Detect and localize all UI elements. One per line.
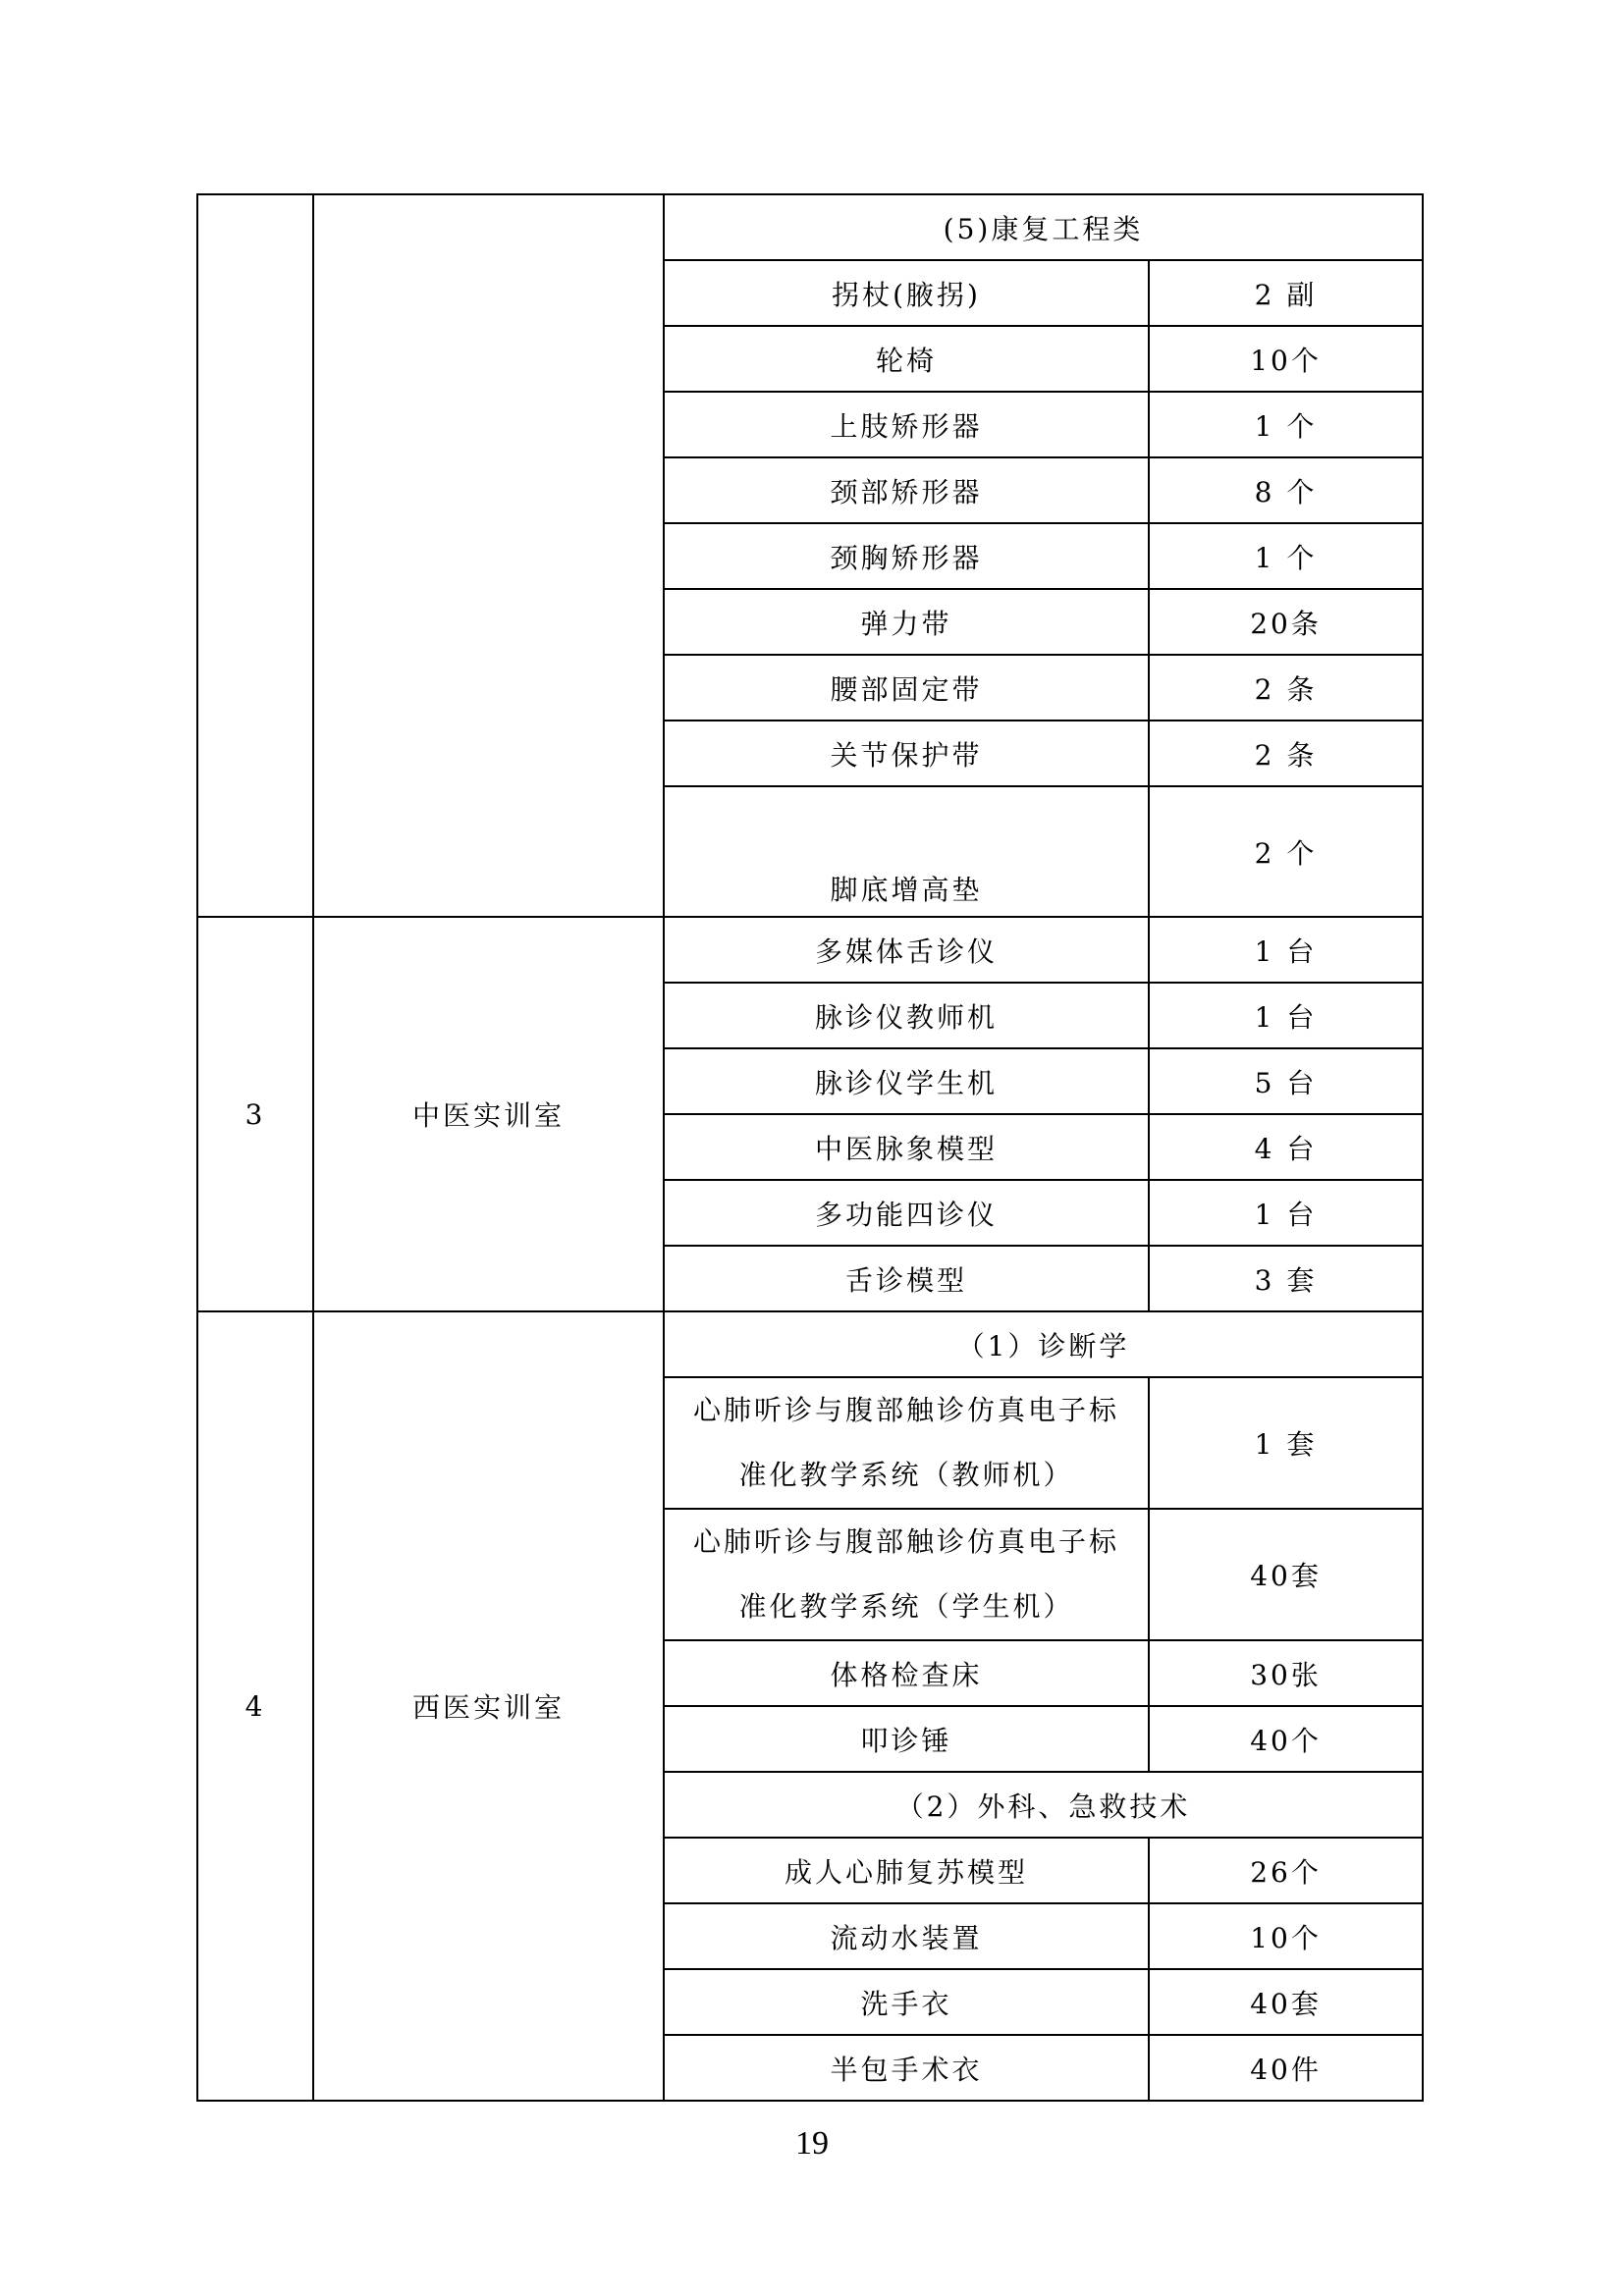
item-name: 中医脉象模型 bbox=[664, 1114, 1149, 1180]
item-name: 半包手术衣 bbox=[664, 2035, 1149, 2101]
item-qty: 10个 bbox=[1149, 1903, 1423, 1969]
room-no-cell: 4 bbox=[197, 1311, 313, 2101]
item-name: 洗手衣 bbox=[664, 1969, 1149, 2035]
item-name-line: 准化教学系统（学生机） bbox=[738, 1590, 1074, 1623]
item-qty: 2 个 bbox=[1149, 786, 1423, 917]
item-name-line: 心肺听诊与腹部触诊仿真电子标 bbox=[692, 1394, 1119, 1426]
item-qty: 8 个 bbox=[1149, 457, 1423, 523]
table-row bbox=[197, 1311, 1423, 1377]
item-name: 脉诊仪教师机 bbox=[664, 983, 1149, 1048]
category-header: （1）诊断学 bbox=[664, 1311, 1423, 1377]
item-name: 颈胸矫形器 bbox=[664, 523, 1149, 589]
table-row bbox=[197, 194, 1423, 260]
item-name: 关节保护带 bbox=[664, 721, 1149, 786]
category-header: （2）外科、急救技术 bbox=[664, 1772, 1423, 1838]
item-name: 舌诊模型 bbox=[664, 1246, 1149, 1311]
item-name: 叩诊锤 bbox=[664, 1706, 1149, 1772]
item-qty: 1 台 bbox=[1149, 983, 1423, 1048]
item-name: 多功能四诊仪 bbox=[664, 1180, 1149, 1246]
item-qty: 2 副 bbox=[1149, 260, 1423, 326]
item-qty: 3 套 bbox=[1149, 1246, 1423, 1311]
item-qty: 30张 bbox=[1149, 1640, 1423, 1706]
item-name: 脉诊仪学生机 bbox=[664, 1048, 1149, 1114]
item-name-line: 准化教学系统（教师机） bbox=[738, 1459, 1074, 1491]
page-number: 19 bbox=[795, 2125, 829, 2162]
room-no-cell bbox=[197, 194, 313, 917]
room-name-cell bbox=[313, 194, 664, 917]
item-name: 腰部固定带 bbox=[664, 655, 1149, 721]
item-name: 颈部矫形器 bbox=[664, 457, 1149, 523]
item-qty: 4 台 bbox=[1149, 1114, 1423, 1180]
item-qty: 40套 bbox=[1149, 1969, 1423, 2035]
item-name bbox=[664, 1509, 1149, 1640]
item-name: 多媒体舌诊仪 bbox=[664, 917, 1149, 983]
room-name-cell: 西医实训室 bbox=[313, 1311, 664, 2101]
room-name-cell: 中医实训室 bbox=[313, 917, 664, 1311]
item-qty: 40个 bbox=[1149, 1706, 1423, 1772]
item-name: 轮椅 bbox=[664, 326, 1149, 392]
item-qty: 26个 bbox=[1149, 1838, 1423, 1903]
equipment-table bbox=[196, 193, 1424, 2102]
item-name-line: 心肺听诊与腹部触诊仿真电子标 bbox=[692, 1525, 1119, 1558]
item-qty: 2 条 bbox=[1149, 721, 1423, 786]
item-qty: 5 台 bbox=[1149, 1048, 1423, 1114]
item-qty: 1 套 bbox=[1149, 1377, 1423, 1509]
item-name: 弹力带 bbox=[664, 589, 1149, 655]
item-name: 拐杖(腋拐) bbox=[664, 260, 1149, 326]
table-row bbox=[197, 917, 1423, 983]
room-no-cell: 3 bbox=[197, 917, 313, 1311]
item-name: 成人心肺复苏模型 bbox=[664, 1838, 1149, 1903]
item-qty: 1 个 bbox=[1149, 392, 1423, 457]
item-name bbox=[664, 1377, 1149, 1509]
item-name: 体格检查床 bbox=[664, 1640, 1149, 1706]
item-qty: 1 台 bbox=[1149, 1180, 1423, 1246]
item-name: 脚底增高垫 bbox=[664, 786, 1149, 917]
item-qty: 1 台 bbox=[1149, 917, 1423, 983]
item-qty: 20条 bbox=[1149, 589, 1423, 655]
item-name: 上肢矫形器 bbox=[664, 392, 1149, 457]
item-qty: 40套 bbox=[1149, 1509, 1423, 1640]
category-header: (5)康复工程类 bbox=[664, 194, 1423, 260]
item-qty: 2 条 bbox=[1149, 655, 1423, 721]
item-qty: 10个 bbox=[1149, 326, 1423, 392]
item-name: 流动水装置 bbox=[664, 1903, 1149, 1969]
item-qty: 40件 bbox=[1149, 2035, 1423, 2101]
item-qty: 1 个 bbox=[1149, 523, 1423, 589]
